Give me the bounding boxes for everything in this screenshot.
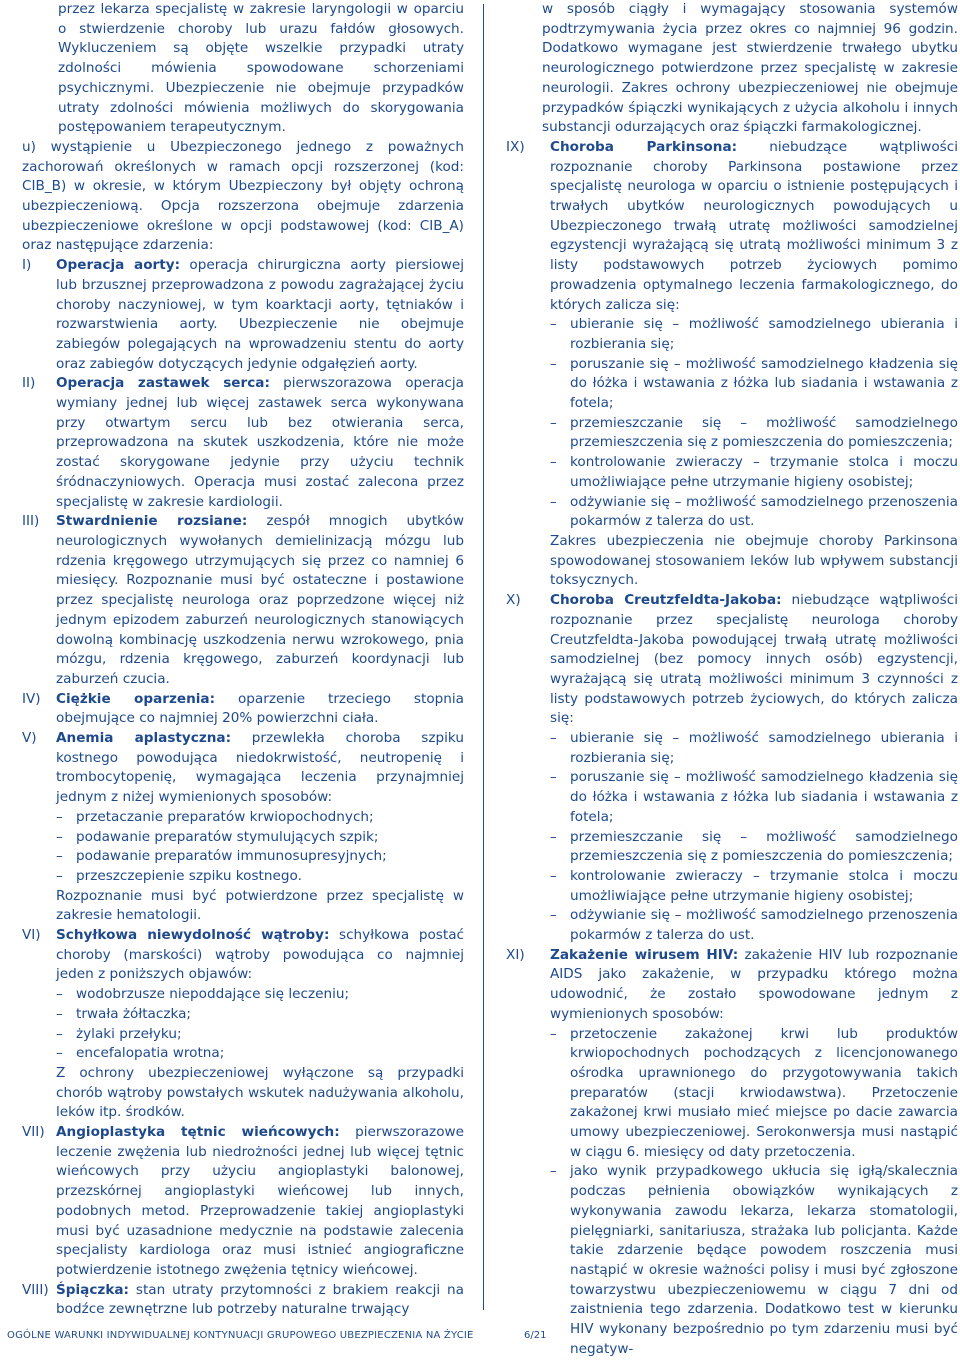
section-number: X)	[506, 592, 521, 609]
section-body: przewlekła choroba szpiku kostnego powodująca niedokrwistość, neutropenię i trombocytopenię, wymagająca leczenia przynajmniej jednym z niżej wymienionych sposobów:	[56, 730, 465, 806]
section-title: Zakażenie wirusem HIV:	[550, 946, 739, 963]
section-number: I)	[22, 257, 32, 274]
dash-list	[550, 1025, 958, 1360]
list-item: – poruszanie się – możliwość samodzielnego kładzenia się do łóżka i wstawania z łóżka lub siadania i wstawania z fotela;	[550, 768, 958, 827]
clause-u: u) wystąpienie u Ubezpieczonego jednego z poważnych zachorowań określonych w ramach opcji rozszerzonej (kod: CIB_B) w okresie, w którym Ubezpieczony był objęty ochroną ubezpieczeniową. Opcja rozszerzona obejmuje zdarzenia ubezpieczeniowe określone w opcji podstawowej (kod: CIB_A) oraz następujące zdarzenia:	[22, 138, 464, 254]
section-body: schyłkowa postać choroby (marskości) wątroby powodująca co najmniej jeden z poniższych objawów:	[56, 927, 464, 983]
section-body: oparzenie trzeciego stopnia obejmujące co najmniej 20% powierzchni ciała.	[56, 690, 464, 727]
dash-list	[550, 315, 958, 532]
section-body: pierwszorazowa operacja wymiany jednej lub więcej zastawek serca wykonywana przy otwartym sercu lub bez otwierania serca, przeprowadzona na skutek uszkodzenia, które nie może zostać skorygowane jedynie przy użyciu technik śródnaczyniowych. Operacja musi zostać zalecona przez specjalistę w zakresie kardiologii.	[56, 375, 465, 510]
section-6	[22, 926, 464, 1123]
section-7	[22, 1123, 464, 1281]
left-column	[22, 0, 464, 1320]
section-text	[56, 690, 464, 729]
section-title: Operacja aorty:	[56, 257, 181, 274]
section-title: Choroba Creutzfeldta-Jakoba:	[550, 592, 782, 609]
section-note: Zakres ubezpieczenia nie obejmuje choroby Parkinsona spowodowanej stosowaniem leków lub wpływem substancji toksycznych.	[550, 532, 958, 589]
section-note: Rozpoznanie musi być potwierdzone przez specjalistę w zakresie hematologii.	[56, 887, 464, 924]
section-number: XI)	[506, 946, 525, 963]
section-4	[22, 690, 464, 729]
section-body: niebudzące wątpliwości rozpoznanie przez specjalistę neurologa choroby Creutzfeldta-Jakoba powodującej trwałą utratę możliwości samodzielnej (bez pomocy innych osób) egzystencji, wyrażającą się utratą możliwości minimum 3 czynności z listy podstawowych potrzeb życiowych, do których zalicza się:	[550, 592, 958, 727]
list-item: – kontrolowanie zwieraczy – trzymanie stolca i moczu umożliwiające pełne utrzymanie higieny osobistej;	[550, 867, 958, 906]
list-item: – wodobrzusze niepoddające się leczeniu;	[56, 985, 464, 1005]
section-1	[22, 256, 464, 374]
section-title: Angioplastyka tętnic wieńcowych:	[56, 1124, 340, 1141]
list-item: – podawanie preparatów immunosupresyjnych;	[56, 847, 464, 867]
section-text	[56, 729, 464, 808]
list-item: – podawanie preparatów stymulujących szpik;	[56, 828, 464, 848]
section-title: Śpiączka:	[56, 1281, 129, 1298]
list-item: – przemieszczanie się – możliwość samodzielnego przemieszczenia się z pomieszczenia do pomieszczenia;	[550, 414, 958, 453]
list-item: – przeszczepienie szpiku kostnego.	[56, 867, 464, 887]
page-number: 6/21	[524, 1330, 547, 1341]
section-3	[22, 512, 464, 689]
section-note: Z ochrony ubezpieczeniowej wyłączone są przypadki chorób wątroby powstałych wskutek nadużywania alkoholu, leków itp. środków.	[56, 1064, 464, 1121]
section-5	[22, 729, 464, 926]
list-item: – przetaczanie preparatów krwiopochodnych;	[56, 808, 464, 828]
list-item: – żylaki przełyku;	[56, 1025, 464, 1045]
list-item: – przetoczenie zakażonej krwi lub produktów krwiopochodnych pochodzących z licencjonowanego ośrodka uprawnionego do przygotowywania takich preparatów (stacji krwiodawstwa). Przetoczenie zakażonej krwi musiało mieć miejsce po dacie zawarcia umowy ubezpieczeniowej. Serokonwersja musi nastąpić w ciągu 6. miesięcy od daty przetoczenia.	[550, 1025, 958, 1163]
section-number: VIII)	[22, 1281, 49, 1298]
dash-list	[56, 985, 464, 1064]
section-2	[506, 591, 958, 946]
intro-paragraph: przez lekarza specjalistę w zakresie laryngologii w oparciu o stwierdzenie choroby lub urazu fałdów głosowych. Wykluczeniem są objęte wszelkie przypadki utraty zdolności mówienia spowodowane schorzeniami psychicznymi. Ubezpieczenie nie obejmuje przypadków utraty zdolności mówienia możliwych do skorygowania postępowaniem terapeutycznym.	[58, 1, 464, 136]
section-text	[56, 256, 464, 374]
section-title: Stwardnienie rozsiane:	[56, 513, 248, 530]
list-item: – ubieranie się – możliwość samodzielnego ubierania i rozbierania się;	[550, 729, 958, 768]
list-item: – trwała żółtaczka;	[56, 1005, 464, 1025]
section-body: pierwszorazowe leczenie zwężenia lub niedrożności jednej lub więcej tętnic wieńcowych przy użyciu angioplastyki balonowej, przezskórnej angioplastyki wieńcowej lub innych, podobnych metod. Przeprowadzenie takiej angioplastyki musi być uzasadnione medycznie na podstawie zalecenia specjalisty kardiologa oraz musi istnieć angiograficzne potwierdzenie istotnego zwężenia tętnicy wieńcowej.	[56, 1124, 464, 1278]
section-body: niebudzące wątpliwości rozpoznanie choroby Parkinsona postawione przez specjalistę neurologa w oparciu o istnienie postępujących i trwałych ubytków neurologicznych powodujących u Ubezpieczonego trwałą utratę możliwości samodzielnej egzystencji wyrażającą się utratą możliwości minimum 3 z listy podstawowych potrzeb życiowych pomimo prowadzenia optymalnego leczenia farmakologicznego, do których zalicza się:	[550, 138, 958, 313]
list-item: – przemieszczanie się – możliwość samodzielnego przemieszczenia się z pomieszczenia do pomieszczenia;	[550, 828, 958, 867]
section-text	[56, 1123, 464, 1281]
intro-paragraph-right: w sposób ciągły i wymagający stosowania systemów podtrzymywania życia przez okres co najmniej 96 godzin. Dodatkowo wymagane jest stwierdzenie trwałego ubytku neurologicznego potwierdzone przez specjalistę w zakresie neurologii. Zakres ochrony ubezpieczeniowej nie obejmuje przypadków śpiączki wynikających z użycia alkoholu i innych substancji odurzających oraz śpiączki farmakologicznej.	[542, 1, 958, 136]
list-item: – ubieranie się – możliwość samodzielnego ubierania i rozbierania się;	[550, 315, 958, 354]
section-number: VI)	[22, 927, 41, 944]
section-text	[550, 946, 958, 1025]
section-text	[56, 926, 464, 985]
section-number: IX)	[506, 138, 525, 155]
section-body: zakażenie HIV lub rozpoznanie AIDS jako zakażenie, w przypadku którego można udowodnić, że zostało spowodowane jednym z wymienionych sposobów:	[550, 946, 958, 1022]
list-item: – odżywianie się – możliwość samodzielnego przenoszenia pokarmów z talerza do ust.	[550, 493, 958, 532]
section-body: operacja chirurgiczna aorty piersiowej lub brzusznej przeprowadzona z powodu zagrażającej życiu choroby naczyniowej, w tym koarktacji aorty, tętniaków i rozwarstwienia aorty. Ubezpieczenie nie obejmuje zabiegów polegających na wprowadzeniu stentu do aorty oraz zabiegów dotyczących jedynie odgałęzień aorty.	[56, 257, 464, 372]
left-sections	[22, 256, 464, 1320]
dash-list	[550, 729, 958, 946]
section-text	[550, 591, 958, 729]
footer-title: OGÓLNE WARUNKI INDYWIDUALNEJ KONTYNUACJI GRUPOWEGO UBEZPIECZENIA NA ŻYCIE	[7, 1330, 474, 1341]
list-item: – poruszanie się – możliwość samodzielnego kładzenia się do łóżka i wstawania z łóżka lub siadania i wstawania z fotela;	[550, 355, 958, 414]
list-item: – odżywianie się – możliwość samodzielnego przenoszenia pokarmów z talerza do ust.	[550, 906, 958, 945]
section-1	[506, 138, 958, 591]
section-number: V)	[22, 730, 37, 747]
section-number: VII)	[22, 1124, 45, 1141]
section-title: Operacja zastawek serca:	[56, 375, 270, 392]
section-number: II)	[22, 375, 36, 392]
section-number: III)	[22, 513, 40, 530]
list-item: – encefalopatia wrotna;	[56, 1044, 464, 1064]
section-title: Anemia aplastyczna:	[56, 730, 232, 747]
section-8	[22, 1281, 464, 1320]
section-text	[56, 1281, 464, 1320]
section-body: zespół mnogich ubytków neurologicznych wywołanych demielinizacją mózgu lub rdzenia kręgowego utrzymujących się przez co namniej 6 miesięcy. Rozpoznanie musi być ostateczne i postawione przez specjalistę neurologa oraz poprzedzone więcej niż jednym epizodem zaburzeń neurologicznych stanowiących dowolną kombinację uszkodzenia nerwu wzrokowego, pnia mózgu, rdzenia kręgowego, zaburzeń koordynacji lub zaburzeń czucia.	[56, 513, 464, 687]
section-text	[550, 138, 958, 315]
dash-list	[56, 808, 464, 887]
list-item: – kontrolowanie zwieraczy – trzymanie stolca i moczu umożliwiające pełne utrzymanie higieny osobistej;	[550, 453, 958, 492]
section-title: Ciężkie oparzenia:	[56, 690, 216, 707]
column-divider	[483, 4, 484, 1310]
right-sections	[506, 138, 958, 1360]
section-text	[56, 512, 464, 689]
section-number: IV)	[22, 690, 41, 707]
section-title: Schyłkowa niewydolność wątroby:	[56, 927, 330, 944]
section-text	[56, 374, 464, 512]
list-item: – jako wynik przypadkowego ukłucia się igłą/skalecznia podczas pełnienia obowiązków wynikających z wykonywania zawodu lekarza, lekarza stomatologii, pielęgniarki, sanitariusza, strażaka lub policjanta. Każde takie zdarzenie będące powodem roszczenia musi nastąpić w okresie ważności polisy i musi być zgłoszone towarzystwu ubezpieczeniowemu w ciągu 7 dni od zaistnienia tego zdarzenia. Dodatkowo test w kierunku HIV wykonany bezpośrednio po tym zdarzeniu musi być negatyw-	[550, 1162, 958, 1359]
section-body: stan utraty przytomności z brakiem reakcji na bodźce zewnętrzne lub potrzeby naturalne trwający	[56, 1281, 464, 1318]
section-title: Choroba Parkinsona:	[550, 138, 738, 155]
right-column	[506, 0, 958, 1360]
section-3	[506, 946, 958, 1360]
section-2	[22, 374, 464, 512]
